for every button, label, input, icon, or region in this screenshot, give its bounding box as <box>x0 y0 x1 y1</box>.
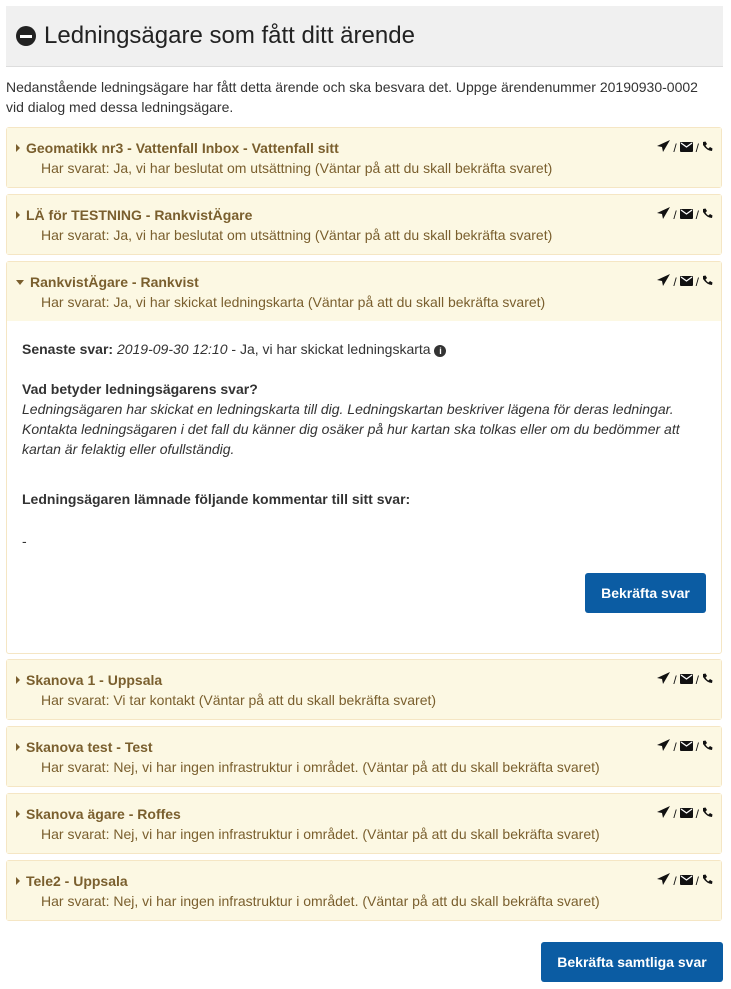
meaning-text: Ledningsägaren har skickat en ledningskarta till dig. Ledningskartan beskriver lägena för deras ledningar. Kontakta ledningsägaren i det fall du känner dig osäker på hur kartan ska tolkas eller om du bedömmer att kartan är felaktig eller ofullständig. <box>22 401 680 457</box>
intro-text: Nedanstående ledningsägare har fått detta ärende och ska besvara det. Uppge ärendenummer 20190930-0002 vid dialog med dessa ledningsägare. <box>6 79 698 115</box>
envelope-icon[interactable] <box>680 740 693 754</box>
owner-panel <box>6 261 722 654</box>
caret-icon <box>16 676 20 684</box>
owner-title: Tele2 - Uppsala <box>26 873 128 889</box>
owner-title: Geomatikk nr3 - Vattenfall Inbox - Vattenfall sitt <box>26 140 339 156</box>
owner-status: Har svarat: Nej, vi har ingen infrastruktur i området. (Väntar på att du skall bekräfta svaret) <box>41 826 600 842</box>
owner-title: RankvistÄgare - Rankvist <box>30 274 199 290</box>
phone-icon[interactable] <box>702 141 713 155</box>
phone-icon[interactable] <box>702 275 713 289</box>
paper-plane-icon[interactable] <box>657 873 670 888</box>
owner-title: LÄ för TESTNING - RankvistÄgare <box>26 207 253 223</box>
owner-panel <box>6 793 722 854</box>
owner-panel-header[interactable]: Skanova ägare - Roffes Har svarat: Nej, vi har ingen infrastruktur i området. (Väntar på att du skall bekräfta svaret) / / <box>7 794 721 853</box>
owner-panel-body <box>7 321 721 631</box>
envelope-icon[interactable] <box>680 874 693 888</box>
caret-icon <box>16 280 24 285</box>
owner-panel-header[interactable]: Skanova test - Test Har svarat: Nej, vi har ingen infrastruktur i området. (Väntar på att du skall bekräfta svaret) / / <box>7 727 721 786</box>
section-title: Ledningsägare som fått ditt ärende <box>44 22 415 49</box>
owner-panel <box>6 127 722 188</box>
info-icon[interactable]: i <box>434 345 446 357</box>
owner-panel <box>6 194 722 255</box>
owner-status: Har svarat: Ja, vi har beslutat om utsättning (Väntar på att du skall bekräfta svaret) <box>41 160 553 176</box>
owner-panel-header[interactable]: RankvistÄgare - Rankvist Har svarat: Ja, vi har skickat ledningskarta (Väntar på att du skall bekräfta svaret) / / <box>7 262 721 321</box>
owner-status: Har svarat: Ja, vi har skickat ledningskarta (Väntar på att du skall bekräfta svaret) <box>41 294 546 310</box>
paper-plane-icon[interactable] <box>657 672 670 687</box>
owner-title: Skanova 1 - Uppsala <box>26 672 163 688</box>
owner-status: Har svarat: Ja, vi har beslutat om utsättning (Väntar på att du skall bekräfta svaret) <box>41 227 553 243</box>
phone-icon[interactable] <box>702 673 713 687</box>
owner-panel-header[interactable]: Geomatikk nr3 - Vattenfall Inbox - Vattenfall sitt Har svarat: Ja, vi har beslutat om utsättning (Väntar på att du skall bekräfta svaret) / / <box>7 128 721 187</box>
confirm-answer-button[interactable]: Bekräfta svar <box>585 573 706 613</box>
paper-plane-icon[interactable] <box>657 207 670 222</box>
section-header[interactable] <box>6 6 723 67</box>
phone-icon[interactable] <box>702 874 713 888</box>
caret-icon <box>16 211 20 219</box>
paper-plane-icon[interactable] <box>657 140 670 155</box>
paper-plane-icon[interactable] <box>657 274 670 289</box>
envelope-icon[interactable] <box>680 275 693 289</box>
envelope-icon[interactable] <box>680 807 693 821</box>
comment-text: - <box>22 533 27 549</box>
envelope-icon[interactable] <box>680 141 693 155</box>
owner-status: Har svarat: Vi tar kontakt (Väntar på att du skall bekräfta svaret) <box>41 692 437 708</box>
caret-icon <box>16 810 20 818</box>
paper-plane-icon[interactable] <box>657 806 670 821</box>
phone-icon[interactable] <box>702 807 713 821</box>
caret-icon <box>16 877 20 885</box>
paper-plane-icon[interactable] <box>657 739 670 754</box>
envelope-icon[interactable] <box>680 208 693 222</box>
confirm-all-button[interactable]: Bekräfta samtliga svar <box>541 942 723 982</box>
phone-icon[interactable] <box>702 208 713 222</box>
owner-panel-header[interactable]: Skanova 1 - Uppsala Har svarat: Vi tar kontakt (Väntar på att du skall bekräfta svaret) / / <box>7 660 721 719</box>
owner-panel <box>6 726 722 787</box>
phone-icon[interactable] <box>702 740 713 754</box>
owner-panel-header[interactable]: LÄ för TESTNING - RankvistÄgare Har svarat: Ja, vi har beslutat om utsättning (Väntar på att du skall bekräfta svaret) / / <box>7 195 721 254</box>
envelope-icon[interactable] <box>680 673 693 687</box>
caret-icon <box>16 144 20 152</box>
owner-title: Skanova ägare - Roffes <box>26 806 181 822</box>
owner-panel <box>6 860 722 921</box>
collapse-icon[interactable] <box>16 26 36 46</box>
comment-heading: Ledningsägaren lämnade följande kommentar till sitt svar: <box>22 491 411 507</box>
latest-text: - Ja, vi har skickat ledningskarta <box>227 341 431 357</box>
latest-label: Senaste svar: <box>22 341 114 357</box>
meaning-heading: Vad betyder ledningsägarens svar? <box>22 381 258 397</box>
owner-status: Har svarat: Nej, vi har ingen infrastruktur i området. (Väntar på att du skall bekräfta svaret) <box>41 759 600 775</box>
caret-icon <box>16 743 20 751</box>
owner-panel-header[interactable]: Tele2 - Uppsala Har svarat: Nej, vi har ingen infrastruktur i området. (Väntar på att du skall bekräfta svaret) / / <box>7 861 721 920</box>
latest-date: 2019-09-30 12:10 <box>116 341 228 357</box>
owner-status: Har svarat: Nej, vi har ingen infrastruktur i området. (Väntar på att du skall bekräfta svaret) <box>41 893 600 909</box>
owner-title: Skanova test - Test <box>26 739 153 755</box>
owner-panel <box>6 659 722 720</box>
